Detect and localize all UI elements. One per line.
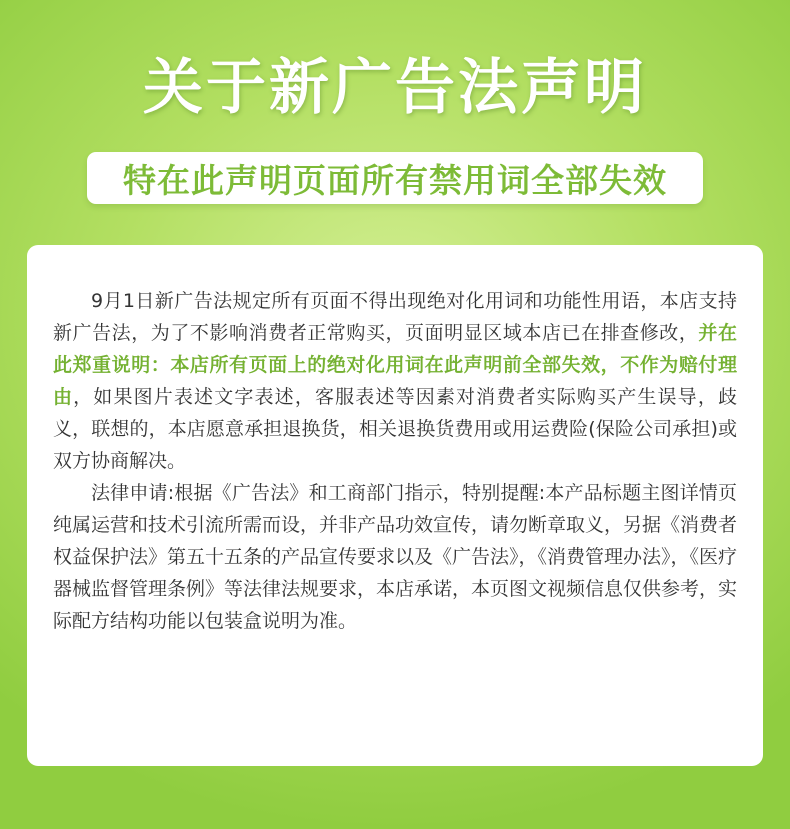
notice-paragraph-1-intro: 9月1日新广告法规定所有页面不得出现绝对化用词和功能性用语，本店支持新广告法，为了不影响消费者正常购买，页面明显区域本店已在排查修改， [53,290,737,344]
notice-paragraph-2: 法律申请:根据《广告法》和工商部门指示，特别提醒:本产品标题主图详情页纯属运营和技术引流所需而设，并非产品功效宣传，请勿断章取义，另据《消费者权益保护法》第五十五条的产品宣传要求以及《广告法》，《消费管理办法》，《医疗器械监督管理条例》等法律法规要求，本店承诺，本页图文视频信息仅供参考，实际配方结构功能以包装盒说明为准。 [53,482,738,632]
notice-card [27,245,763,766]
subtitle-badge [87,152,703,204]
notice-paragraph-1-rest: ，如果图片表述文字表述，客服表述等因素对消费者实际购买产生误导，歧义，联想的，本店愿意承担退换货，相关退换货费用或用运费险(保险公司承担)或双方协商解决。 [53,386,737,472]
subtitle-text: 特在此声明页面所有禁用词全部失效 [123,160,667,200]
page-title: 关于新广告法声明 [143,53,647,123]
notice-paragraph-1 [53,285,737,477]
notice-highlight-statement: 并在此郑重说明：本店所有页面上的绝对化用词在此声明前全部失效，不作为赔付理由 [53,322,737,408]
